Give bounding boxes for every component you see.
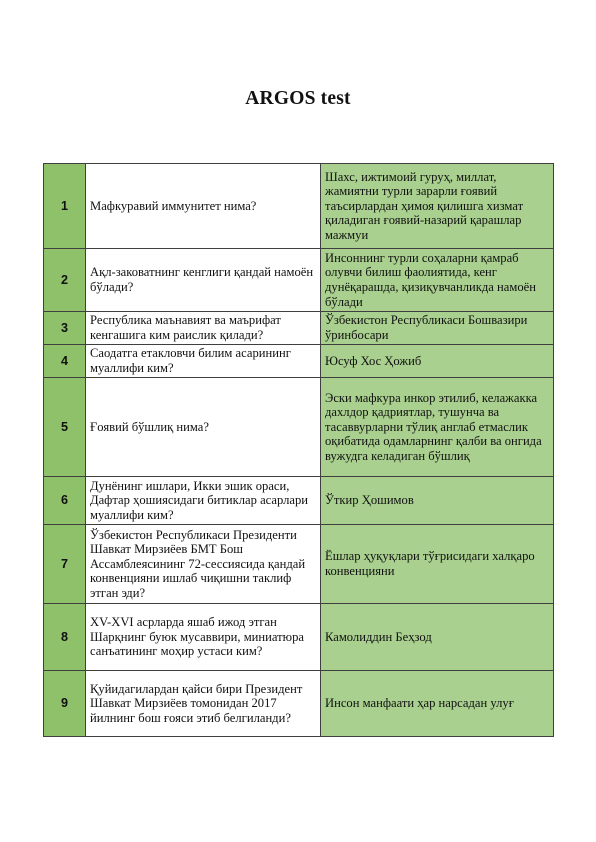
table-row <box>44 249 554 312</box>
question-cell: Ўзбекистон Республикаси Президенти Шавкат Мирзиёев БМТ Бош Ассамблеясининг 72-сессиясида қандай конвенцияни ишлаб чиқишни таклиф этган эди? <box>86 525 321 604</box>
answer-cell: Инсон манфаати ҳар нарсадан улуғ <box>321 671 554 737</box>
question-cell: Мафкуравий иммунитет нима? <box>86 164 321 249</box>
table-row <box>44 604 554 671</box>
answer-cell: Камолиддин Беҳзод <box>321 604 554 671</box>
row-number: 8 <box>44 604 86 671</box>
question-cell: XV-XVI асрларда яшаб ижод этган Шарқнинг буюк мусаввири, миниатюра санъатининг моҳир устаси ким? <box>86 604 321 671</box>
table-row <box>44 525 554 604</box>
question-cell: Ғоявий бўшлиқ нима? <box>86 378 321 477</box>
row-number: 2 <box>44 249 86 312</box>
row-number: 7 <box>44 525 86 604</box>
table-row <box>44 345 554 378</box>
row-number: 9 <box>44 671 86 737</box>
table-row <box>44 671 554 737</box>
questions-table <box>43 163 554 737</box>
question-cell: Дунёнинг ишлари, Икки эшик ораси, Дафтар ҳошиясидаги битиклар асарлари муаллифи ким? <box>86 477 321 525</box>
question-cell: Қуйидагилардан қайси бири Президент Шавкат Мирзиёев томонидан 2017 йилнинг бош ғояси этиб белгиланди? <box>86 671 321 737</box>
answer-cell: Инсоннинг турли соҳаларни қамраб олувчи билиш фаолиятида, кенг дунёқарашда, қизиқувчанликда намоён бўлади <box>321 249 554 312</box>
answer-cell: Юсуф Хос Ҳожиб <box>321 345 554 378</box>
row-number: 4 <box>44 345 86 378</box>
answer-cell: Шахс, ижтимоий гуруҳ, миллат, жамиятни турли зарарли ғоявий таъсирлардан ҳимоя қилишга хизмат қиладиган ғоявий-назарий қарашлар мажмуи <box>321 164 554 249</box>
row-number: 5 <box>44 378 86 477</box>
answer-cell: Ўткир Ҳошимов <box>321 477 554 525</box>
question-cell: Республика маънавият ва маърифат кенгашига ким раислик қилади? <box>86 312 321 345</box>
question-cell: Саодатга етакловчи билим асарининг муаллифи ким? <box>86 345 321 378</box>
question-cell: Ақл-заковатнинг кенглиги қандай намоён бўлади? <box>86 249 321 312</box>
table-row <box>44 312 554 345</box>
table-row <box>44 477 554 525</box>
document-title: ARGOS test <box>245 88 351 109</box>
table-row <box>44 378 554 477</box>
answer-cell: Ўзбекистон Республикаси Бошвазири ўринбосари <box>321 312 554 345</box>
answer-cell: Эски мафкура инкор этилиб, келажакка дахлдор қадриятлар, тушунча ва тасаввурларни тўлиқ англаб етмаслик оқибатида одамларнинг қалби ва онгида вужудга келадиган бўшлиқ <box>321 378 554 477</box>
table-row <box>44 164 554 249</box>
answer-cell: Ёшлар ҳуқуқлари тўғрисидаги халқаро конвенцияни <box>321 525 554 604</box>
row-number: 6 <box>44 477 86 525</box>
row-number: 1 <box>44 164 86 249</box>
row-number: 3 <box>44 312 86 345</box>
